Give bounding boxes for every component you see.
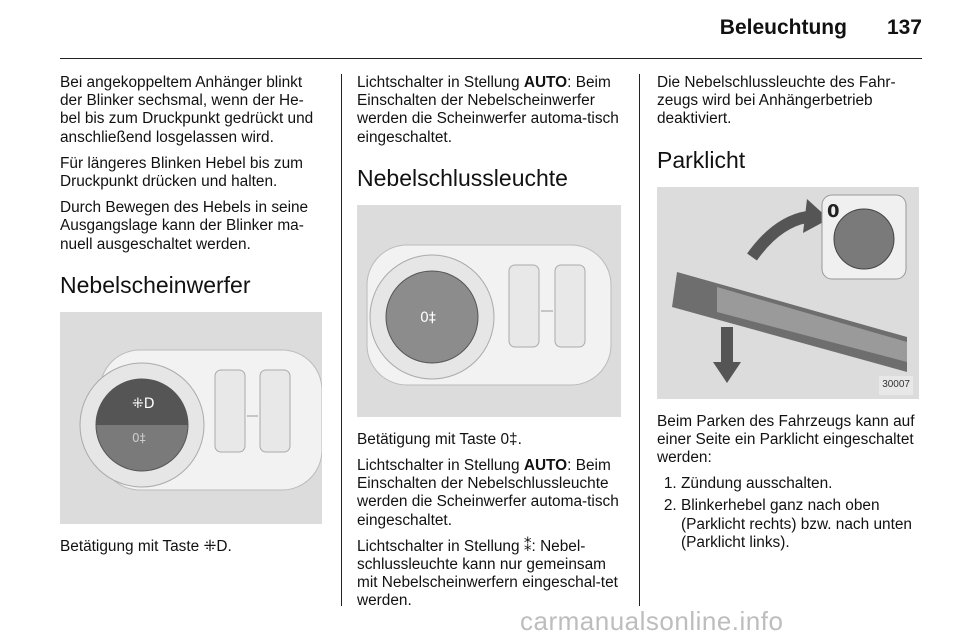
- paragraph: Für längeres Blinken Hebel bis zum Druckpunkt drücken und halten.: [60, 154, 303, 191]
- list-item: 1. Zündung ausschalten.: [681, 475, 919, 493]
- paragraph: Beim Parken des Fahrzeugs kann auf einer Seite ein Parklicht eingeschaltet werden:: [657, 412, 915, 467]
- paragraph: Lichtschalter in Stellung AUTO: Beim Einschalten der Nebelschlussleuchte werden die Scheinwerfer automa-tisch eingeschaltet.: [357, 457, 619, 529]
- page-number: 137: [886, 16, 922, 39]
- figure-caption: Betätigung mit Taste 0‡.: [357, 430, 522, 448]
- steps-list: [657, 475, 919, 552]
- list-item: 2. Blinkerhebel ganz nach oben (Parklicht rechts) bzw. nach unten (Parklicht links).: [681, 497, 919, 552]
- paragraph: Die Nebelschlussleuchte des Fahr-zeugs wird bei Anhängerbetrieb deaktiviert.: [657, 74, 896, 128]
- inset-label: 0: [827, 200, 840, 222]
- figure-number: 30007: [879, 376, 913, 394]
- column-1: [60, 74, 322, 564]
- figure-caption: Betätigung mit Taste ⁜D.: [60, 537, 232, 555]
- rear-fog-illustration: [357, 205, 621, 417]
- paragraph: Lichtschalter in Stellung AUTO: Beim Einschalten der Nebelscheinwerfer werden die Scheinwerfer automa-tisch eingeschaltet.: [357, 74, 619, 146]
- paragraph: Lichtschalter in Stellung ⁑: Nebel-schlussleuchte kann nur gemeinsam mit Nebelscheinwerfern eingeschal-tet werden.: [357, 537, 618, 610]
- paragraph: Durch Bewegen des Hebels in seine Ausgangslage kann der Blinker ma-nuell ausgeschaltet werden.: [60, 199, 309, 253]
- column-3: [657, 74, 919, 556]
- rear-fog-figure: [357, 205, 621, 417]
- heading-nebelscheinwerfer: Nebelscheinwerfer: [60, 271, 251, 298]
- svg-text:0‡: 0‡: [420, 309, 436, 326]
- svg-text:0‡: 0‡: [132, 430, 146, 445]
- light-switch-figure: [60, 312, 322, 524]
- paragraph: Bei angekoppeltem Anhänger blinkt der Blinker sechsmal, wenn der He-bel bis zum Druckpunkt gedrückt und anschließend losgelassen wird.: [60, 74, 314, 146]
- watermark: carmanualsonline.info: [520, 606, 784, 636]
- section-title: Beleuchtung: [719, 16, 847, 39]
- column-divider-1: [341, 74, 342, 606]
- page-header: [720, 16, 922, 40]
- header-rule: [60, 58, 922, 59]
- heading-nebelschlussleuchte: Nebelschlussleuchte: [357, 164, 568, 191]
- parking-light-figure: [657, 187, 919, 399]
- light-switch-illustration: [60, 312, 322, 524]
- svg-text:⁜D: ⁜D: [132, 395, 155, 412]
- column-2: [357, 74, 619, 619]
- indicator-lever-illustration: [657, 187, 919, 399]
- column-divider-2: [639, 74, 640, 606]
- heading-parklicht: Parklicht: [657, 146, 746, 173]
